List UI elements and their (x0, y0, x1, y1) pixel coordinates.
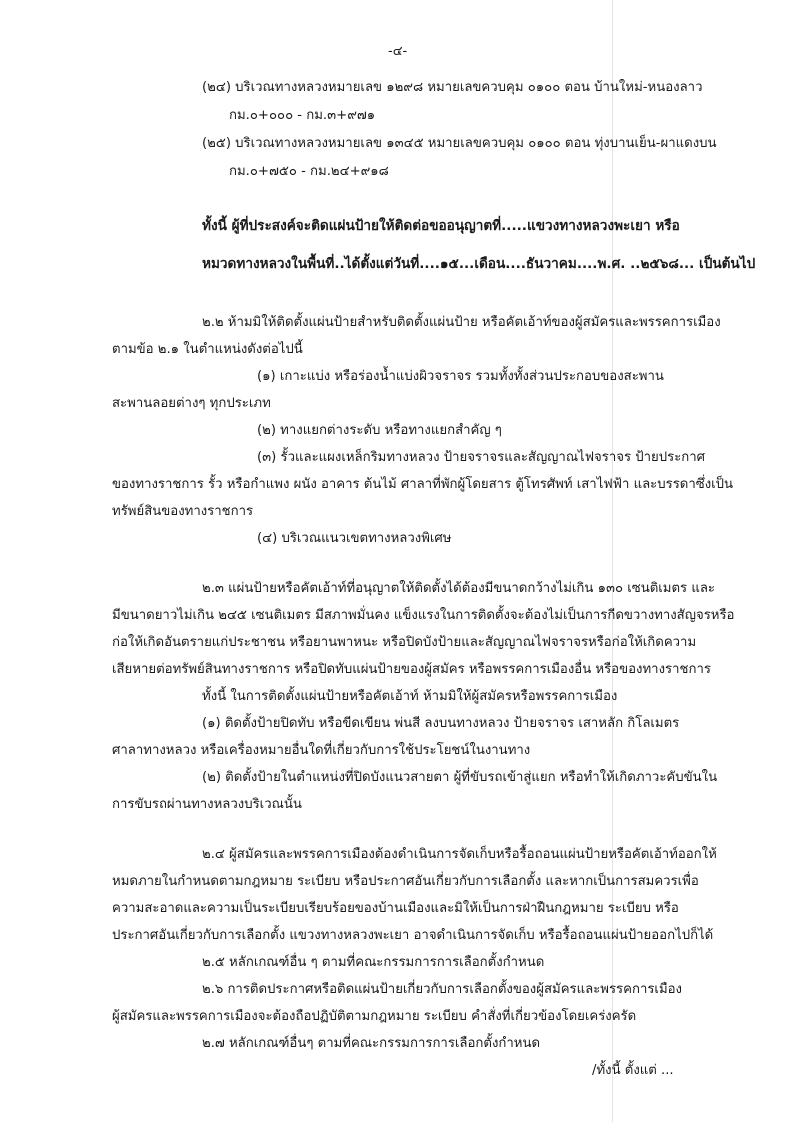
section-2-6-line-2: ผู้สมัครและพรรคการเมืองจะต้องถือปฏิบัติตามกฎหมาย ระเบียบ คำสั่งที่เกี่ยวข้องโดยเคร่งครัด (112, 1009, 637, 1024)
section-2-3-line-3: ก่อให้เกิดอันตรายแก่ประชาชน หรือยานพาหนะ หรือปิดบังป้ายและสัญญาณไฟจราจรหรือก่อให้เกิดความ (112, 635, 697, 650)
continuation-marker: /ทั้งนี้ ตั้งแต่ ... (592, 1063, 674, 1078)
section-2-3-item-2-cont: การขับรถผ่านทางหลวงบริเวณนั้น (112, 797, 302, 812)
section-2-2-item-3-cont-2: ทรัพย์สินของทางราชการ (112, 504, 254, 519)
section-2-4-line-2: หมดภายในกำหนดตามกฎหมาย ระเบียบ หรือประกาศอันเกี่ยวกับการเลือกตั้ง และหากเป็นการสมควรเพื่อ (112, 874, 699, 889)
section-2-2-line-2: ตามข้อ ๒.๑ ในตำแหน่งดังต่อไปนี้ (112, 342, 303, 357)
section-2-3-item-1: (๑) ติดตั้งป้ายปิดทับ หรือขีดเขียน พ่นสี ลงบนทางหลวง ป้ายจราจร เสาหลัก กิโลเมตร (202, 716, 680, 731)
page-number: -๔- (388, 44, 408, 59)
item-25-line-1: (๒๕) บริเวณทางหลวงหมายเลข ๑๓๔๕ หมายเลขควบคุม ๐๑๐๐ ตอน ทุ่งบานเย็น-ผาแดงบน (202, 136, 717, 151)
section-2-4-line-4: ประกาศอันเกี่ยวกับการเลือกตั้ง แขวงทางหลวงพะเยา อาจดำเนินการจัดเก็บ หรือรื้อถอนแผ่นป้ายออกไปก็ได้ (112, 928, 714, 943)
section-2-3-item-2: (๒) ติดตั้งป้ายในตำแหน่งที่ปิดบังแนวสายตา ผู้ที่ขับรถเข้าสู่แยก หรือทำให้เกิดภาวะคับขันใน (202, 770, 718, 785)
item-25-line-2: กม.๐+๗๕๐ - กม.๒๔+๙๑๘ (229, 164, 389, 179)
section-2-2-item-1: (๑) เกาะแบ่ง หรือร่องน้ำแบ่งผิวจราจร รวมทั้งทั้งส่วนประกอบของสะพาน (257, 369, 664, 384)
paper-fold-line (612, 0, 613, 1122)
section-2-2-item-1-cont: สะพานลอยต่างๆ ทุกประเภท (112, 396, 271, 411)
section-2-5: ๒.๕ หลักเกณฑ์อื่น ๆ ตามที่คณะกรรมการการเลือกตั้งกำหนด (202, 955, 545, 970)
item-24-line-1: (๒๔) บริเวณทางหลวงหมายเลข ๑๒๙๘ หมายเลขควบคุม ๐๑๐๐ ตอน บ้านใหม่-หนองลาว (202, 80, 703, 95)
section-2-3-line-5: ทั้งนี้ ในการติดตั้งแผ่นป้ายหรือคัตเอ้าท์ ห้ามมิให้ผู้สมัครหรือพรรคการเมือง (202, 689, 618, 704)
section-2-2-line-1: ๒.๒ ห้ามมิให้ติดตั้งแผ่นป้ายสำหรับติดตั้งแผ่นป้าย หรือคัตเอ้าท์ของผู้สมัครและพรรคการเมือง (202, 315, 721, 330)
section-2-3-item-1-cont: ศาลาทางหลวง หรือเครื่องหมายอื่นใดที่เกี่ยวกับการใช้ประโยชน์ในงานทาง (112, 743, 531, 758)
section-2-2-item-2: (๒) ทางแยกต่างระดับ หรือทางแยกสำคัญ ๆ (257, 423, 502, 438)
section-2-2-item-4: (๔) บริเวณแนวเขตทางหลวงพิเศษ (257, 531, 452, 546)
section-2-3-line-2: มีขนาดยาวไม่เกิน ๒๔๕ เซนติเมตร มีสภาพมั่นคง แข็งแรงในการติดตั้งจะต้องไม่เป็นการกีดขวางทางสัญจรหรือ (112, 608, 735, 623)
section-2-3-line-4: เสียหายต่อทรัพย์สินทางราชการ หรือปิดทับแผ่นป้ายของผู้สมัคร หรือพรรคการเมืองอื่น หรือของทางราชการ (112, 662, 711, 677)
section-2-4-line-3: ความสะอาดและความเป็นระเบียบเรียบร้อยของบ้านเมืองและมิให้เป็นการฝ่าฝืนกฎหมาย ระเบียบ หรือ (112, 901, 679, 916)
notice-line-1: ทั้งนี้ ผู้ที่ประสงค์จะติดแผ่นป้ายให้ติดต่อขออนุญาตที่.....แขวงทางหลวงพะเยา หรือ (202, 218, 680, 234)
item-24-line-2: กม.๐+๐๐๐ - กม.๓+๙๗๑ (229, 108, 376, 123)
section-2-2-item-3: (๓) รั้วและแผงเหล็กริมทางหลวง ป้ายจราจรและสัญญาณไฟจราจร ป้ายประกาศ (257, 450, 706, 465)
section-2-4-line-1: ๒.๔ ผู้สมัครและพรรคการเมืองต้องดำเนินการจัดเก็บหรือรื้อถอนแผ่นป้ายหรือคัตเอ้าท์ออกให้ (202, 847, 717, 862)
section-2-6-line-1: ๒.๖ การติดประกาศหรือติดแผ่นป้ายเกี่ยวกับการเลือกตั้งของผู้สมัครและพรรคการเมือง (202, 982, 682, 997)
section-2-2-item-3-cont-1: ของทางราชการ รั้ว หรือกำแพง ผนัง อาคาร ต้นไม้ ศาลาที่พักผู้โดยสาร ตู้โทรศัพท์ เสาไฟฟ้า และบรรดาซึ่งเป็น (112, 477, 734, 492)
section-2-7: ๒.๗ หลักเกณฑ์อื่นๆ ตามที่คณะกรรมการการเลือกตั้งกำหนด (202, 1036, 541, 1051)
notice-line-2: หมวดทางหลวงในพื้นที่..ได้ตั้งแต่วันที่....๑๕...เดือน....ธันวาคม....พ.ศ. ..๒๕๖๘... เป็นต้นไป (202, 256, 756, 272)
section-2-3-line-1: ๒.๓ แผ่นป้ายหรือคัตเอ้าท์ที่อนุญาตให้ติดตั้งได้ต้องมีขนาดกว้างไม่เกิน ๑๓๐ เซนติเมตร และ (202, 581, 715, 596)
